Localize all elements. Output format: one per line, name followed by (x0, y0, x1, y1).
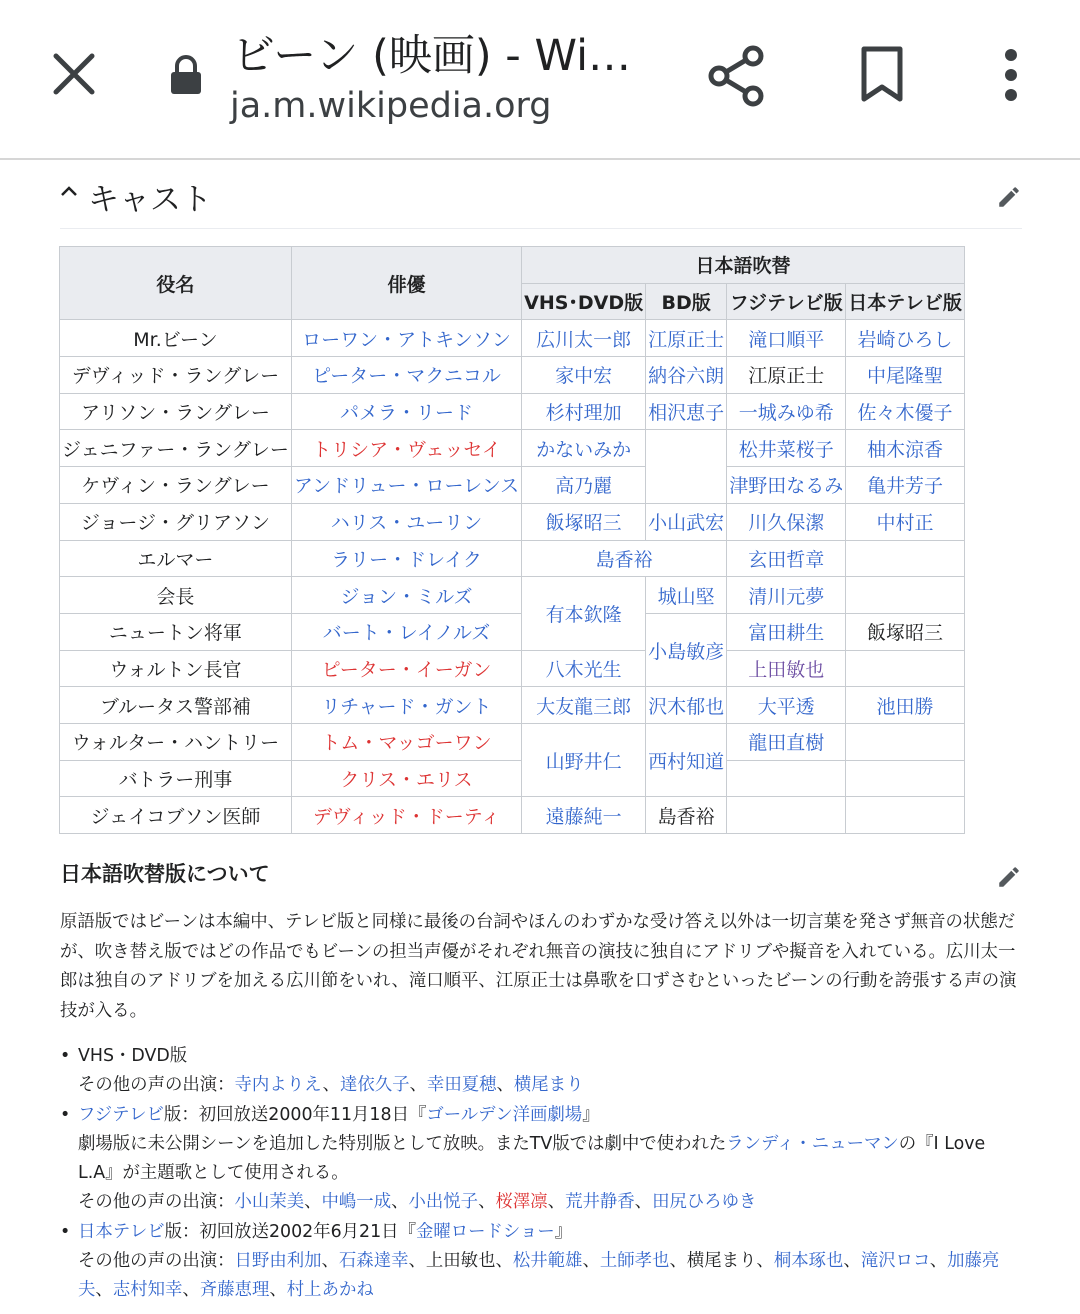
voice-link[interactable]: 柚木涼香 (846, 430, 965, 467)
table-row (60, 613, 965, 650)
actor-link[interactable]: パメラ・リード (291, 393, 521, 430)
actor-link[interactable]: ローワン・アトキンソン (291, 320, 521, 357)
header-vhs: VHS･DVD版 (522, 283, 646, 320)
fuji-broadcast-info: 版：初回放送2000年11月18日『 (163, 1104, 427, 1125)
list-item-vhs (60, 1042, 1020, 1101)
separator: 、 (582, 1251, 600, 1272)
voice-link[interactable]: 大平透 (727, 687, 846, 724)
section-title: キャスト (88, 182, 212, 218)
separator: 、 (756, 1251, 774, 1272)
table-row (60, 393, 965, 430)
separator: 、 (95, 1280, 113, 1301)
dub-versions-list (60, 1042, 1020, 1306)
voice-link[interactable]: 清川元夢 (727, 577, 846, 614)
voice-link[interactable]: 城山堅 (646, 577, 727, 614)
voice-link[interactable]: 上田敏也 (727, 650, 846, 687)
list-item-ntv (60, 1218, 1020, 1306)
bookmark-icon[interactable] (856, 44, 908, 104)
empty-cell (727, 760, 846, 797)
table-row (60, 320, 965, 357)
more-options-icon[interactable] (996, 44, 1026, 106)
separator: 、 (391, 1192, 409, 1213)
subsection-heading: 日本語吹替版について (60, 862, 270, 886)
empty-cell (727, 797, 846, 834)
voice-link[interactable]: 西村知道 (646, 723, 727, 796)
program-link[interactable]: ゴールデン洋画劇場 (426, 1104, 583, 1125)
role-cell: アリソン・ラングレー (60, 393, 292, 430)
artist-link[interactable]: ランディ・ニューマン (726, 1133, 899, 1154)
header-ntv: 日本テレビ版 (846, 283, 965, 320)
actor-link[interactable]: リチャード・ガント (291, 687, 521, 724)
actor-link[interactable]: デヴィッド・ドーティ (291, 797, 521, 834)
fuji-description: 劇場版に未公開シーンを追加した特別版として放映。またTV版では劇中で使われた (78, 1133, 727, 1154)
table-row (60, 650, 965, 687)
close-icon[interactable] (44, 44, 104, 104)
actor-link[interactable]: ジョン・ミルズ (291, 577, 521, 614)
voice-link[interactable]: 松井範雄 (512, 1251, 583, 1272)
role-cell: ジョージ・グリアソン (60, 503, 292, 540)
voice-link[interactable]: 亀井芳子 (846, 467, 965, 504)
voice-link[interactable]: 達依久子 (339, 1075, 410, 1096)
header-bd: BD版 (646, 283, 727, 320)
table-row (60, 687, 965, 724)
ntv-broadcast-info: 版：初回放送2002年6月21日『 (164, 1221, 416, 1242)
voice-link[interactable]: 広川太一郎 (522, 320, 646, 357)
voice-link[interactable]: 相沢恵子 (646, 393, 727, 430)
table-row (60, 540, 965, 577)
actor-link[interactable]: ピーター・イーガン (291, 650, 521, 687)
voice-link[interactable]: 八木光生 (522, 650, 646, 687)
voice-link[interactable]: 一城みゆ希 (727, 393, 846, 430)
table-row (60, 357, 965, 394)
separator: 、 (321, 1251, 339, 1272)
voice-link[interactable]: 中嶋一成 (321, 1192, 392, 1213)
separator: 、 (634, 1192, 653, 1213)
voice-link[interactable]: 沢木郁也 (646, 687, 727, 724)
voice-link[interactable]: 津野田なるみ (727, 467, 846, 504)
cast-table (59, 246, 965, 834)
actor-link[interactable]: トリシア・ヴェッセイ (291, 430, 521, 467)
fuji-description-end: の『I Love L.A』が主題歌として使用される。 (78, 1133, 986, 1184)
role-cell: ニュートン将軍 (60, 613, 292, 650)
voice-link[interactable]: 有本欽隆 (522, 577, 646, 650)
voice-link[interactable]: 池田勝 (846, 687, 965, 724)
actor-link[interactable]: ピーター・マクニコル (291, 357, 521, 394)
voice-link[interactable]: 滝沢ロコ (860, 1251, 930, 1272)
voice-link[interactable]: 幸田夏穂 (426, 1075, 497, 1096)
bracket: 』 (582, 1104, 600, 1125)
empty-cell (646, 430, 727, 503)
voice-link[interactable]: 飯塚昭三 (522, 503, 646, 540)
empty-cell (846, 760, 965, 797)
voice-link[interactable]: 桐本琢也 (773, 1251, 844, 1272)
page-title: ビーン (映画) - Wi… (232, 31, 632, 81)
voice-link[interactable]: 小出悦子 (408, 1192, 479, 1213)
voice-link[interactable]: 小島敏彦 (646, 613, 727, 686)
voice-name: 横尾まり (686, 1251, 757, 1272)
voice-link[interactable]: 川久保潔 (727, 503, 846, 540)
voice-link[interactable]: かないみか (522, 430, 646, 467)
separator: 、 (547, 1192, 566, 1213)
voice-link[interactable]: 石森達幸 (338, 1251, 409, 1272)
page-domain: ja.m.wikipedia.org (230, 86, 552, 126)
role-cell: ウォルター・ハントリー (60, 723, 292, 760)
browser-toolbar (0, 0, 1080, 160)
other-voices-label: その他の声の出演： (78, 1075, 235, 1096)
voice-link[interactable]: 志村知幸 (112, 1280, 183, 1301)
header-role: 役名 (60, 247, 292, 320)
ntv-link[interactable]: 日本テレビ (78, 1221, 165, 1242)
voice-link[interactable]: 江原正士 (646, 320, 727, 357)
section-header-cast[interactable] (60, 170, 1022, 229)
voice-cell: 飯塚昭三 (846, 613, 965, 650)
header-dub: 日本語吹替 (522, 247, 965, 284)
voice-link[interactable]: 山野井仁 (522, 723, 646, 796)
voice-link[interactable]: 中村正 (846, 503, 965, 540)
voice-link[interactable]: 大友龍三郎 (522, 687, 646, 724)
other-voices-label: その他の声の出演： (78, 1251, 235, 1272)
separator: 、 (304, 1192, 322, 1213)
role-cell: ケヴィン・ラングレー (60, 467, 292, 504)
voice-link[interactable]: 杉村理加 (522, 393, 646, 430)
voice-link[interactable]: 横尾まり (513, 1075, 584, 1096)
separator: 、 (182, 1280, 200, 1301)
header-actor: 俳優 (291, 247, 521, 320)
separator: 、 (478, 1192, 496, 1213)
role-cell: Mr.ビーン (60, 320, 292, 357)
program-link[interactable]: 金曜ロードショー (415, 1221, 555, 1242)
separator: 、 (843, 1251, 861, 1272)
voice-link[interactable]: 斉藤恵理 (199, 1280, 270, 1301)
actor-link[interactable]: クリス・エリス (291, 760, 521, 797)
separator: 、 (322, 1075, 340, 1096)
voice-link[interactable]: 加藤亮夫 (78, 1251, 1000, 1301)
fuji-tv-link[interactable]: フジテレビ (78, 1104, 164, 1125)
role-cell: エルマー (60, 540, 292, 577)
separator: 、 (496, 1075, 514, 1096)
voice-link[interactable]: 小山茉美 (234, 1192, 305, 1213)
role-cell: ウォルトン長官 (60, 650, 292, 687)
header-fuji: フジテレビ版 (727, 283, 846, 320)
empty-cell (846, 797, 965, 834)
voice-link[interactable]: 高乃麗 (522, 467, 646, 504)
empty-cell (846, 650, 965, 687)
empty-cell (846, 577, 965, 614)
actor-link[interactable]: ラリー・ドレイク (291, 540, 521, 577)
voice-link[interactable]: 中尾隆聖 (846, 357, 965, 394)
voice-cell: 江原正士 (727, 357, 846, 394)
voice-link[interactable]: 家中宏 (522, 357, 646, 394)
table-row (60, 577, 965, 614)
separator: 、 (409, 1075, 427, 1096)
voice-link[interactable]: 納谷六朗 (646, 357, 727, 394)
voice-link[interactable]: 小山武宏 (646, 503, 727, 540)
table-row (60, 760, 965, 797)
separator: 、 (495, 1251, 513, 1272)
role-cell: ジェイコブソン医師 (60, 797, 292, 834)
table-row (60, 467, 965, 504)
separator: 、 (669, 1251, 687, 1272)
separator: 、 (929, 1251, 948, 1272)
empty-cell (846, 540, 965, 577)
voice-link[interactable]: 龍田直樹 (727, 723, 846, 760)
voice-link[interactable]: 荒井静香 (565, 1192, 635, 1213)
table-row (60, 430, 965, 467)
voice-link[interactable]: 桜澤凛 (495, 1192, 548, 1213)
role-cell: 会長 (60, 577, 292, 614)
voice-link[interactable]: 村上あかね (286, 1280, 374, 1301)
voice-link[interactable]: 田尻ひろゆき (652, 1192, 757, 1213)
role-cell: ブルータス警部補 (60, 687, 292, 724)
role-cell: デヴィッド・ラングレー (60, 357, 292, 394)
actor-link[interactable]: ハリス・ユーリン (291, 503, 521, 540)
voice-link[interactable]: 滝口順平 (727, 320, 846, 357)
list-item-fuji (60, 1101, 1020, 1218)
voice-link[interactable]: 島香裕 (522, 540, 727, 577)
actor-link[interactable]: アンドリュー・ローレンス (291, 467, 521, 504)
bracket: 』 (554, 1221, 573, 1242)
voice-name: 上田敏也 (425, 1251, 496, 1272)
empty-cell (846, 723, 965, 760)
table-row (60, 797, 965, 834)
edit-pencil-icon[interactable] (996, 184, 1022, 210)
voice-link[interactable]: 岩崎ひろし (846, 320, 965, 357)
dub-description: 原語版ではビーンは本編中、テレビ版と同様に最後の台詞やほんのわずかな受け答え以外は一切言葉を発さず無音の状態だが、吹き替え版ではどの作品でもビーンの担当声優がそれぞれ無音の演技に独自にアドリブや擬音を入れている。広川太一郎は独自のアドリブを加える広川節をいれ、滝口順平、江原正士は鼻歌を口ずさむといったビーンの行動を誇張する声の演技が入る。 (60, 912, 1017, 1021)
voice-link[interactable]: 日野由利加 (234, 1251, 322, 1272)
separator: 、 (269, 1280, 287, 1301)
actor-link[interactable]: バート・レイノルズ (291, 613, 521, 650)
table-row (60, 723, 965, 760)
role-cell: バトラー刑事 (60, 760, 292, 797)
voice-link[interactable]: 富田耕生 (727, 613, 846, 650)
table-row (60, 503, 965, 540)
share-icon[interactable] (706, 44, 768, 108)
voice-cell: 島香裕 (646, 797, 727, 834)
actor-link[interactable]: トム・マッゴーワン (291, 723, 521, 760)
voice-link[interactable]: 土師孝也 (599, 1251, 670, 1272)
voice-link[interactable]: 遠藤純一 (522, 797, 646, 834)
separator: 、 (408, 1251, 426, 1272)
other-voices-label: その他の声の出演： (78, 1192, 235, 1213)
role-cell: ジェニファー・ラングレー (60, 430, 292, 467)
edit-pencil-icon[interactable] (996, 864, 1022, 890)
voice-link[interactable]: 佐々木優子 (846, 393, 965, 430)
voice-link[interactable]: 玄田哲章 (727, 540, 846, 577)
chevron-up-icon[interactable] (60, 182, 78, 200)
lock-icon[interactable] (166, 50, 206, 100)
vhs-label: VHS・DVD版 (78, 1046, 188, 1066)
voice-link[interactable]: 松井菜桜子 (727, 430, 846, 467)
voice-link[interactable]: 寺内よりえ (234, 1075, 323, 1096)
